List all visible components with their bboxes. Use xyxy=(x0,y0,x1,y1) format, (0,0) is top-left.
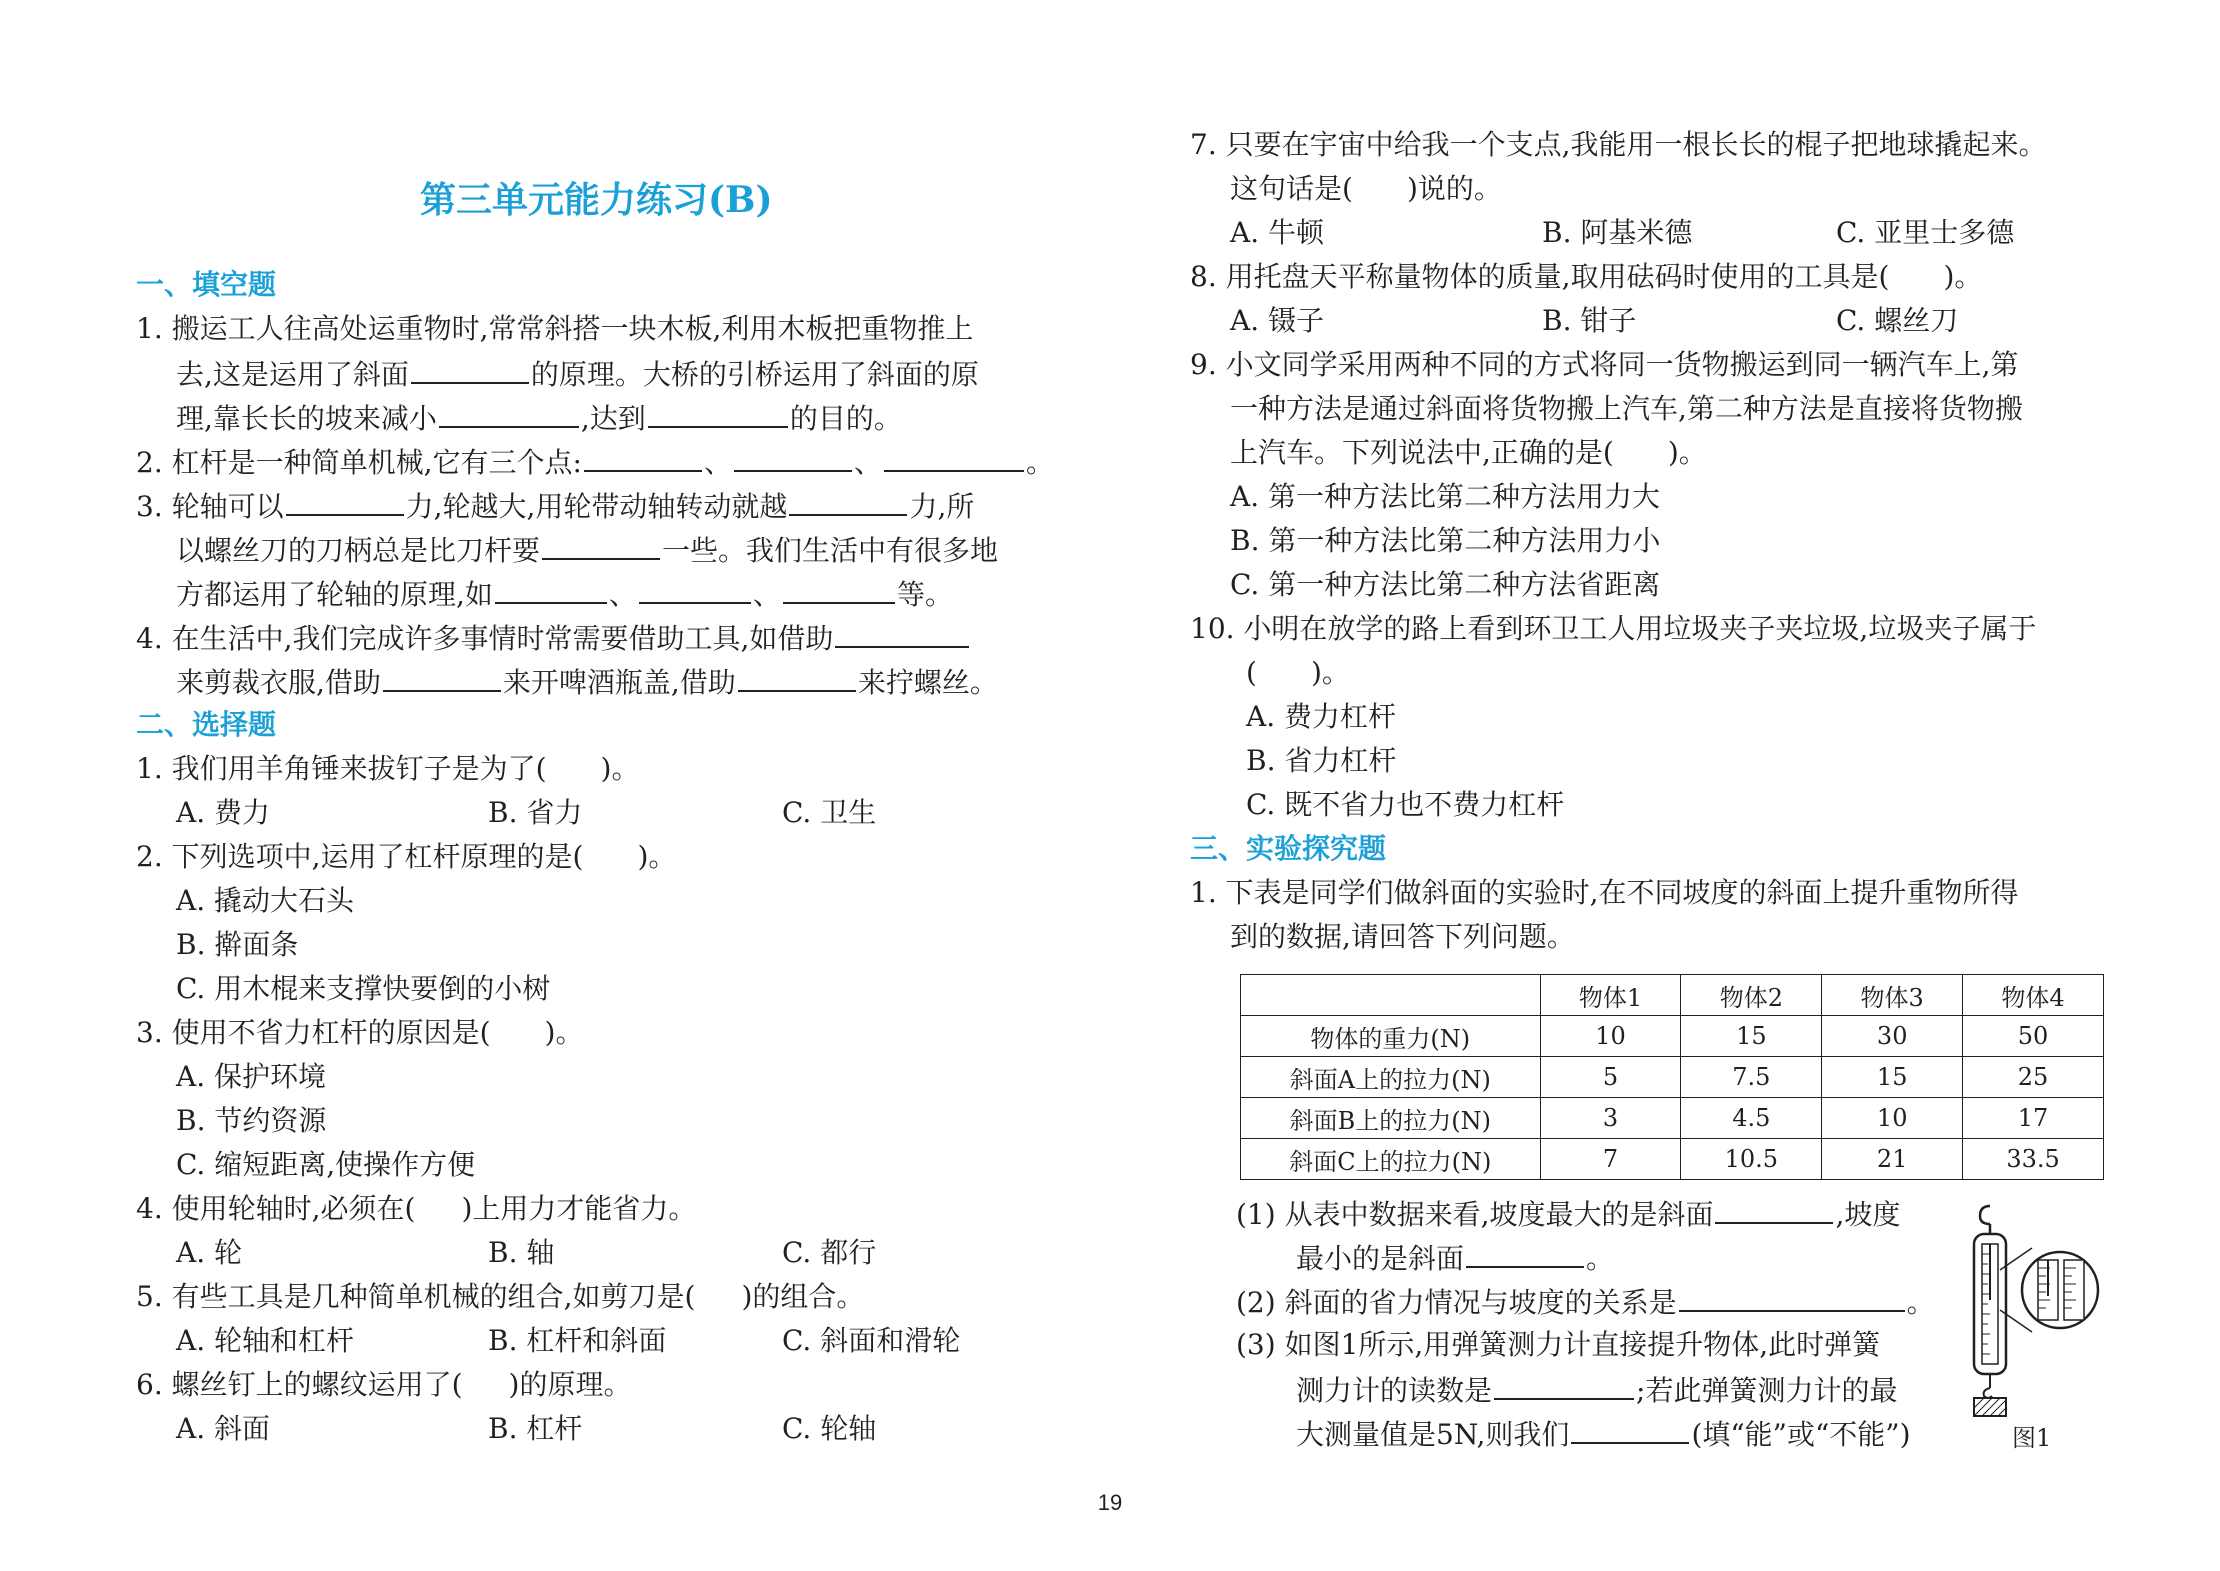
choice-q3-stem: 3. 使用不省力杠杆的原因是( )。 xyxy=(136,1016,584,1049)
option-c[interactable]: C. 第一种方法比第二种方法省距离 xyxy=(1230,568,1661,601)
option-b[interactable]: B. 第一种方法比第二种方法用力小 xyxy=(1230,524,1661,557)
exp-sub3-line3: 大测量值是5N,则我们 (填“能”或“不能”) xyxy=(1296,1418,1911,1451)
answer-blank[interactable] xyxy=(738,664,856,692)
answer-blank[interactable] xyxy=(1466,1240,1584,1268)
option-b[interactable]: B. 杠杆和斜面 xyxy=(488,1324,667,1357)
answer-blank[interactable] xyxy=(783,576,895,604)
section-heading-experiment: 三、实验探究题 xyxy=(1190,832,1387,865)
choice-q4-stem: 4. 使用轮轴时,必须在( )上用力才能省力。 xyxy=(136,1192,697,1225)
option-a[interactable]: A. 第一种方法比第二种方法用力大 xyxy=(1230,480,1661,513)
option-b[interactable]: B. 阿基米德 xyxy=(1542,216,1693,249)
choice-q2-stem: 2. 下列选项中,运用了杠杆原理的是( )。 xyxy=(136,840,677,873)
table-cell: 物体的重力(N) xyxy=(1241,1016,1541,1057)
exp-sub2: (2) 斜面的省力情况与坡度的关系是 。 xyxy=(1236,1286,1935,1319)
table-cell: 4.5 xyxy=(1681,1098,1822,1139)
fill-q3-line1: 3. 轮轴可以 力,轮越大,用轮带动轴转动就越 力,所 xyxy=(136,490,975,523)
choice-q5-stem: 5. 有些工具是几种简单机械的组合,如剪刀是( )的组合。 xyxy=(136,1280,865,1313)
option-b[interactable]: B. 擀面条 xyxy=(176,928,299,961)
answer-blank[interactable] xyxy=(411,356,529,384)
option-c[interactable]: C. 缩短距离,使操作方便 xyxy=(176,1148,476,1181)
table-header-row xyxy=(1241,975,2104,1016)
option-c[interactable]: C. 既不省力也不费力杠杆 xyxy=(1246,788,1565,821)
table-cell: 17 xyxy=(1963,1098,2104,1139)
choice-q9-line2: 一种方法是通过斜面将货物搬上汽车,第二种方法是直接将货物搬 xyxy=(1230,392,2023,425)
answer-blank[interactable] xyxy=(1715,1196,1833,1224)
table-cell: 斜面B上的拉力(N) xyxy=(1241,1098,1541,1139)
fill-q4-line2: 来剪裁衣服,借助 来开啤酒瓶盖,借助 来拧螺丝。 xyxy=(176,666,998,699)
option-a[interactable]: A. 费力 xyxy=(176,796,271,829)
spring-scale-figure xyxy=(1960,1200,2100,1420)
table-row xyxy=(1241,1098,2104,1139)
option-a[interactable]: A. 轮轴和杠杆 xyxy=(176,1324,355,1357)
choice-q7-line1: 7. 只要在宇宙中给我一个支点,我能用一根长长的棍子把地球撬起来。 xyxy=(1190,128,2047,161)
table-cell: 50 xyxy=(1963,1016,2104,1057)
answer-blank[interactable] xyxy=(542,532,660,560)
table-cell: 7.5 xyxy=(1681,1057,1822,1098)
fill-q4-line1: 4. 在生活中,我们完成许多事情时常需要借助工具,如借助 xyxy=(136,620,971,656)
choice-q10-line1: 10. 小明在放学的路上看到环卫工人用垃圾夹子夹垃圾,垃圾夹子属于 xyxy=(1190,612,2037,645)
table-cell: 15 xyxy=(1681,1016,1822,1057)
option-c[interactable]: C. 用木棍来支撑快要倒的小树 xyxy=(176,972,551,1005)
option-a[interactable]: A. 轮 xyxy=(176,1236,243,1269)
table-header-cell: 物体4 xyxy=(1963,975,2104,1016)
table-header-cell: 物体3 xyxy=(1822,975,1963,1016)
fill-q3-line2: 以螺丝刀的刀柄总是比刀杆要 一些。我们生活中有很多地 xyxy=(176,534,999,567)
answer-blank[interactable] xyxy=(789,488,907,516)
option-c[interactable]: C. 都行 xyxy=(782,1236,877,1269)
table-cell: 33.5 xyxy=(1963,1139,2104,1180)
answer-blank[interactable] xyxy=(383,664,501,692)
answer-blank[interactable] xyxy=(1571,1416,1689,1444)
option-b[interactable]: B. 轴 xyxy=(488,1236,555,1269)
choice-q1-stem: 1. 我们用羊角锤来拔钉子是为了( )。 xyxy=(136,752,640,785)
choice-q10-line2: ( )。 xyxy=(1246,656,1350,689)
table-row xyxy=(1241,1057,2104,1098)
exp-q1-line1: 1. 下表是同学们做斜面的实验时,在不同坡度的斜面上提升重物所得 xyxy=(1190,876,2019,909)
option-a[interactable]: A. 费力杠杆 xyxy=(1246,700,1397,733)
fill-q3-line3: 方都运用了轮轴的原理,如 、 、 等。 xyxy=(176,578,953,611)
option-a[interactable]: A. 斜面 xyxy=(176,1412,271,1445)
option-a[interactable]: A. 撬动大石头 xyxy=(176,884,355,917)
exp-sub3-line1: (3) 如图1所示,用弹簧测力计直接提升物体,此时弹簧 xyxy=(1236,1328,1881,1361)
table-cell: 3 xyxy=(1540,1098,1681,1139)
option-b[interactable]: B. 节约资源 xyxy=(176,1104,327,1137)
page-number: 19 xyxy=(1097,1490,1123,1515)
data-table xyxy=(1240,974,2104,1180)
section-heading-choice: 二、选择题 xyxy=(136,708,277,741)
table-cell: 10.5 xyxy=(1681,1139,1822,1180)
answer-blank[interactable] xyxy=(884,444,1024,472)
table-cell: 15 xyxy=(1822,1057,1963,1098)
table-cell: 5 xyxy=(1540,1057,1681,1098)
option-b[interactable]: B. 钳子 xyxy=(1542,304,1637,337)
table-row xyxy=(1241,1139,2104,1180)
table-cell: 30 xyxy=(1822,1016,1963,1057)
page-title: 第三单元能力练习(B) xyxy=(420,179,773,221)
choice-q6-stem: 6. 螺丝钉上的螺纹运用了( )的原理。 xyxy=(136,1368,632,1401)
option-c[interactable]: C. 螺丝刀 xyxy=(1836,304,1959,337)
answer-blank[interactable] xyxy=(734,444,852,472)
option-a[interactable]: A. 镊子 xyxy=(1230,304,1325,337)
table-header-cell xyxy=(1241,975,1541,1016)
option-a[interactable]: A. 保护环境 xyxy=(176,1060,327,1093)
option-c[interactable]: C. 斜面和滑轮 xyxy=(782,1324,961,1357)
fill-q1-line1: 1. 搬运工人往高处运重物时,常常斜搭一块木板,利用木板把重物推上 xyxy=(136,312,974,345)
table-cell: 7 xyxy=(1540,1139,1681,1180)
option-c[interactable]: C. 轮轴 xyxy=(782,1412,877,1445)
choice-q7-line2: 这句话是( )说的。 xyxy=(1230,172,1502,205)
answer-blank[interactable] xyxy=(639,576,751,604)
table-cell: 10 xyxy=(1540,1016,1681,1057)
answer-blank[interactable] xyxy=(648,400,788,428)
fill-q1-line2: 去,这是运用了斜面 的原理。大桥的引桥运用了斜面的原 xyxy=(176,358,979,391)
exp-sub1-line1: (1) 从表中数据来看,坡度最大的是斜面 ,坡度 xyxy=(1236,1198,1901,1231)
table-cell: 斜面A上的拉力(N) xyxy=(1241,1057,1541,1098)
option-c[interactable]: C. 亚里士多德 xyxy=(1836,216,2015,249)
answer-blank[interactable] xyxy=(1679,1284,1905,1312)
table-cell: 21 xyxy=(1822,1139,1963,1180)
option-a[interactable]: A. 牛顿 xyxy=(1230,216,1325,249)
answer-blank[interactable] xyxy=(495,576,607,604)
answer-blank[interactable] xyxy=(439,400,579,428)
answer-blank[interactable] xyxy=(1494,1372,1634,1400)
answer-blank[interactable] xyxy=(835,620,969,648)
fill-q1-line3: 理,靠长长的坡来减小 ,达到 的目的。 xyxy=(176,402,902,435)
option-b[interactable]: B. 省力 xyxy=(488,796,583,829)
exp-sub1-line2: 最小的是斜面 。 xyxy=(1296,1242,1615,1275)
exp-q1-line2: 到的数据,请回答下列问题。 xyxy=(1230,920,1575,953)
figure-caption: 图1 xyxy=(2012,1424,2052,1452)
choice-q8-stem: 8. 用托盘天平称量物体的质量,取用砝码时使用的工具是( )。 xyxy=(1190,260,1983,293)
choice-q9-line1: 9. 小文同学采用两种不同的方式将同一货物搬运到同一辆汽车上,第 xyxy=(1190,348,2019,381)
fill-q2: 2. 杠杆是一种简单机械,它有三个点: 、 、 。 xyxy=(136,446,1054,479)
section-heading-fill-in: 一、填空题 xyxy=(136,268,277,301)
table-cell: 10 xyxy=(1822,1098,1963,1139)
answer-blank[interactable] xyxy=(584,444,702,472)
option-b[interactable]: B. 省力杠杆 xyxy=(1246,744,1397,777)
table-cell: 斜面C上的拉力(N) xyxy=(1241,1139,1541,1180)
table-header-cell: 物体2 xyxy=(1681,975,1822,1016)
table-cell: 25 xyxy=(1963,1057,2104,1098)
table-row xyxy=(1241,1016,2104,1057)
choice-q9-line3: 上汽车。下列说法中,正确的是( )。 xyxy=(1230,436,1707,469)
table-header-cell: 物体1 xyxy=(1540,975,1681,1016)
option-c[interactable]: C. 卫生 xyxy=(782,796,877,829)
option-b[interactable]: B. 杠杆 xyxy=(488,1412,583,1445)
exp-sub3-line2: 测力计的读数是 ;若此弹簧测力计的最 xyxy=(1296,1374,1898,1407)
answer-blank[interactable] xyxy=(286,488,404,516)
